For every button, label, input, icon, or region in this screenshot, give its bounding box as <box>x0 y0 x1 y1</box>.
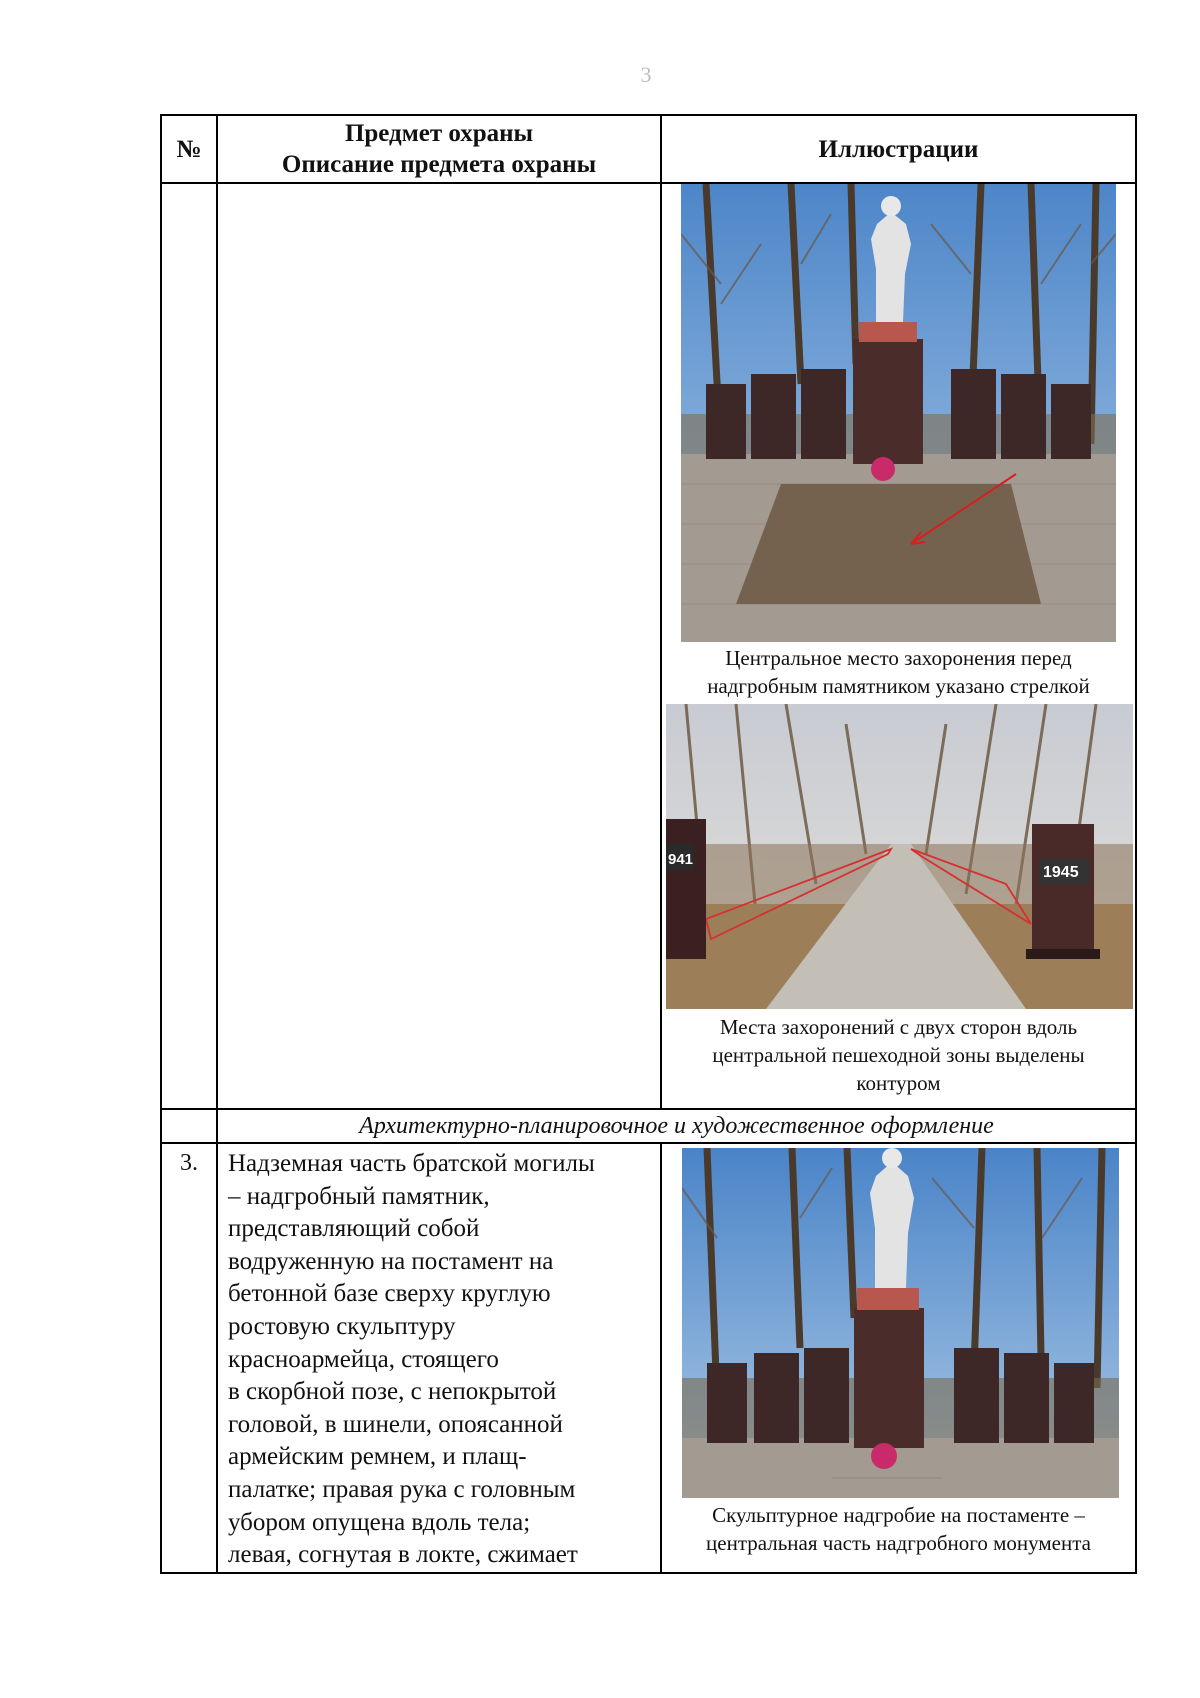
burial-place-photo <box>681 184 1116 642</box>
desc-line: – надгробный памятник, <box>228 1182 490 1210</box>
table-row <box>161 1143 1136 1573</box>
caption-line: Скульптурное надгробие на постаменте – <box>712 1503 1085 1527</box>
row3-description <box>217 1143 661 1573</box>
desc-line: красноармейца, стоящего <box>228 1345 499 1373</box>
caption-line: Центральное место захоронения перед <box>725 646 1072 670</box>
desc-line: головой, в шинели, опоясанной <box>228 1410 563 1438</box>
desc-line: убором опущена вдоль тела; <box>228 1508 531 1536</box>
caption-line: контуром <box>856 1071 941 1095</box>
alley-graves-photo <box>666 704 1133 1009</box>
row3-num: 3. <box>161 1143 217 1573</box>
section-title-row <box>161 1109 1136 1143</box>
desc-line: в скорбной позе, с непокрытой <box>228 1378 557 1406</box>
caption-line: центральной пешеходной зоны выделены <box>712 1043 1085 1067</box>
section-empty-cell <box>161 1109 217 1143</box>
table-row <box>161 183 1136 1109</box>
burial-place-caption <box>662 644 1135 700</box>
row1-num-cell <box>161 183 217 1109</box>
header-subject <box>217 115 661 183</box>
desc-line: бетонной базе сверху круглую <box>228 1280 551 1308</box>
header-subject-line2: Описание предмета охраны <box>281 151 597 178</box>
section-title: Архитектурно-планировочное и художественное оформление <box>217 1109 1136 1143</box>
page-number: 3 <box>640 62 652 87</box>
table-header-row <box>161 115 1136 183</box>
header-subject-line1: Предмет охраны <box>344 120 534 147</box>
sculpture-caption <box>662 1501 1135 1557</box>
desc-line: палатке; правая рука с головным <box>228 1475 576 1503</box>
header-num: № <box>161 115 217 183</box>
caption-line: центральная часть надгробного монумента <box>706 1531 1091 1555</box>
stele-year-left: 941 <box>668 851 694 868</box>
alley-graves-caption <box>662 1013 1135 1097</box>
caption-line: Места захоронений с двух сторон вдоль <box>719 1015 1078 1039</box>
desc-line: армейским ремнем, и плащ- <box>228 1443 527 1471</box>
desc-line: Надземная часть братской могилы <box>228 1150 595 1177</box>
row3-illustrations-cell <box>661 1143 1136 1573</box>
caption-line: надгробным памятником указано стрелкой <box>707 674 1090 698</box>
desc-line: ростовую скульптуру <box>228 1312 456 1340</box>
desc-line: левая, согнутая в локте, сжимает <box>228 1541 578 1569</box>
row1-description-cell <box>217 183 661 1109</box>
sculpture-photo <box>682 1148 1119 1498</box>
protection-subject-table <box>160 114 1137 1574</box>
desc-line: водруженную на постамент на <box>228 1247 554 1275</box>
desc-line: представляющий собой <box>228 1215 480 1243</box>
stele-year-right: 1945 <box>1043 864 1079 881</box>
header-illustrations: Иллюстрации <box>661 115 1136 183</box>
row1-illustrations-cell <box>661 183 1136 1109</box>
